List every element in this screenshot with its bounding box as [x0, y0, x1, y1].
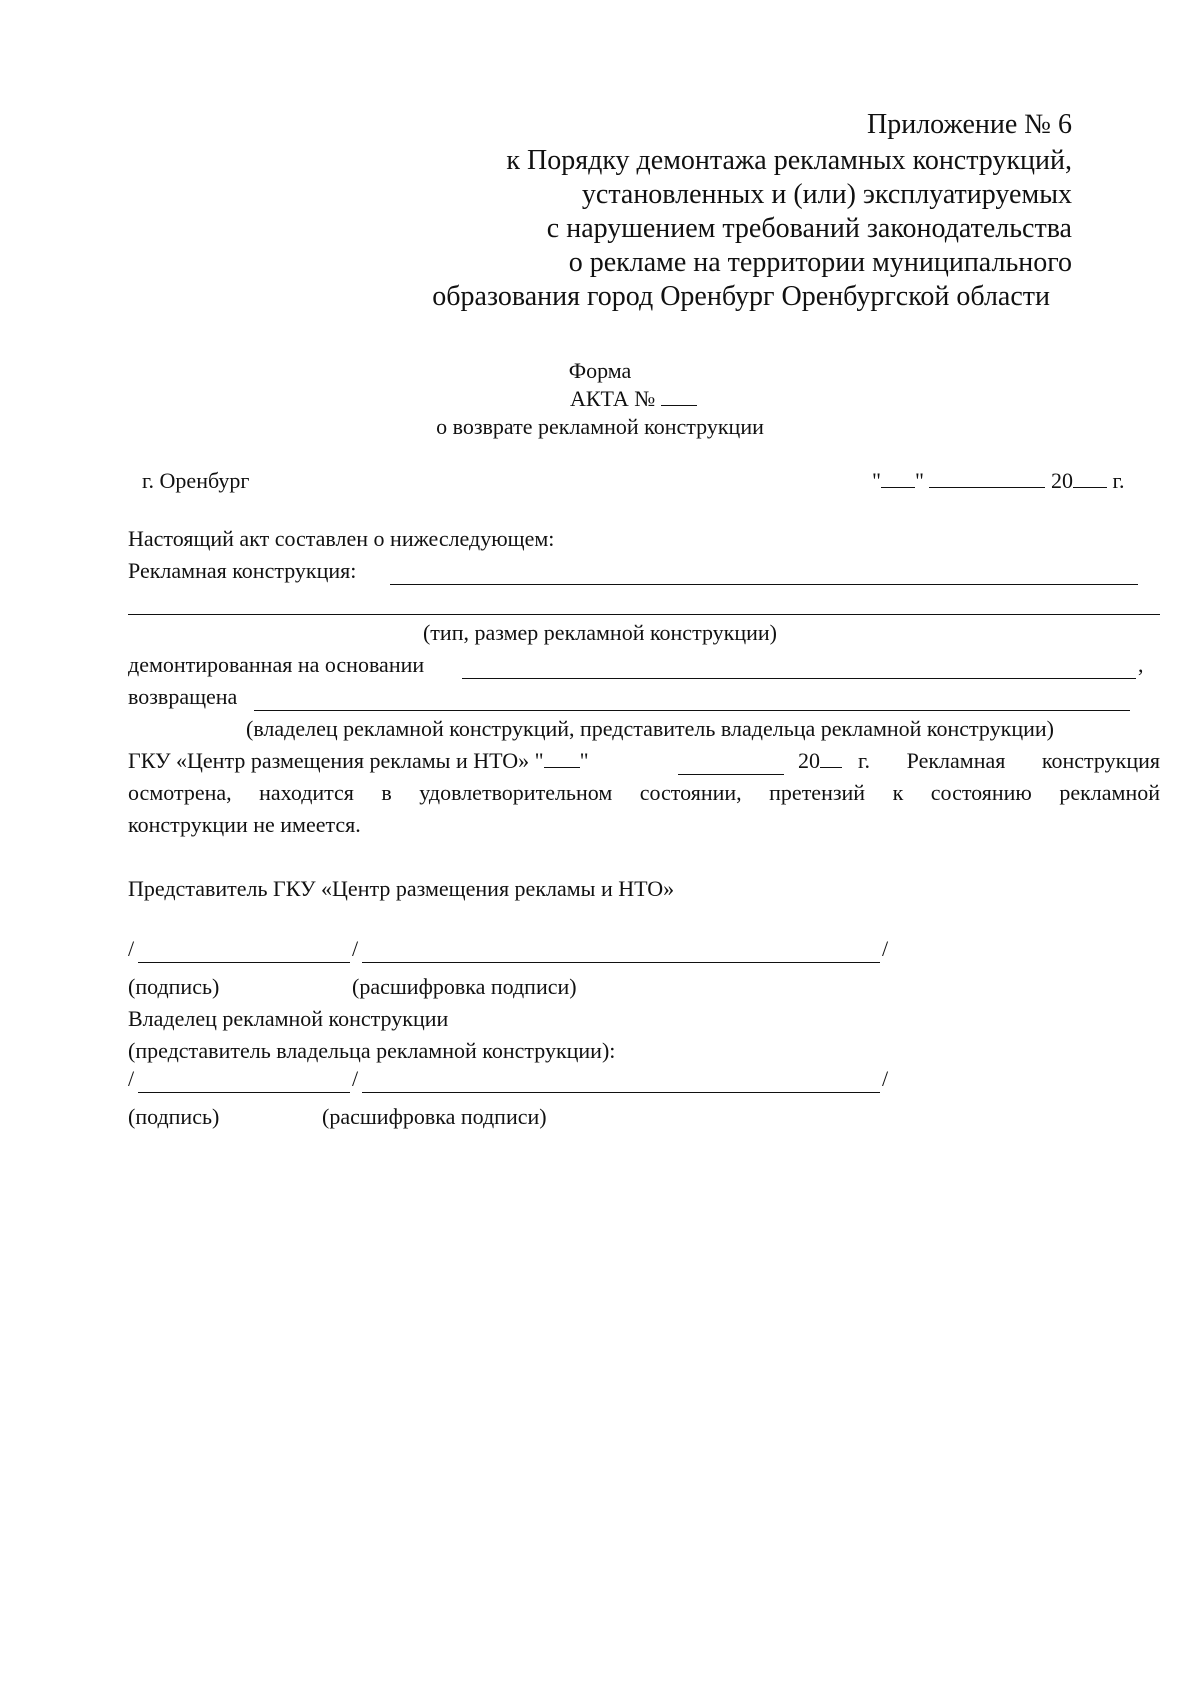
header-line-2: установленных и (или) эксплуатируемых: [581, 179, 1072, 210]
year-suffix: г.: [1112, 468, 1125, 493]
returned-label: возвращена: [128, 684, 238, 709]
construction-label: Рекламная конструкция:: [128, 558, 357, 583]
intro-text: Настоящий акт составлен о нижеследующем:: [128, 526, 555, 551]
sig1-slash-a: /: [128, 936, 135, 961]
gku-line: [128, 748, 589, 774]
act-number-label: АКТА №: [570, 386, 656, 411]
paragraph-line-2: [128, 780, 1160, 806]
act-title: [570, 386, 697, 412]
construction-hint: (тип, размер рекламной конструкции): [422, 620, 778, 645]
sig2-sign-hint: (подпись): [128, 1104, 220, 1129]
date-quote-open: ": [872, 468, 881, 493]
gku-month-blank: [678, 774, 784, 775]
paragraph-line-2-text: осмотрена, находится в удовлетворительном состоянии, претензий к состоянию рекламной: [128, 780, 1160, 805]
sig1-slash-c: /: [882, 936, 889, 961]
dismantled-comma: ,: [1138, 652, 1144, 677]
appendix-number: Приложение № 6: [867, 109, 1072, 140]
header-line-3: с нарушением требований законодательства: [546, 213, 1072, 244]
city: г. Оренбург: [142, 468, 250, 493]
owner-rep-label: (представитель владельца рекламной конструкции):: [128, 1038, 616, 1063]
sig2-decode-hint: (расшифровка подписи): [322, 1104, 547, 1129]
sig2-slash-b: /: [352, 1066, 359, 1091]
gku-text: ГКУ «Центр размещения рекламы и НТО» ": [128, 748, 544, 773]
gku-tail: [858, 748, 1160, 774]
sig1-sign-hint: (подпись): [128, 974, 220, 999]
paragraph-line-3: конструкции не имеется.: [128, 812, 361, 837]
sig1-decode-hint: (расшифровка подписи): [352, 974, 577, 999]
day-blank: [881, 469, 915, 488]
gku-year: [798, 748, 842, 774]
month-blank: [929, 469, 1045, 488]
sig2-slash-c: /: [882, 1066, 889, 1091]
header-line-4: о рекламе на территории муниципального: [568, 247, 1072, 278]
dismantled-label: демонтированная на основании: [128, 652, 425, 677]
dismantled-blank: [462, 678, 1136, 679]
sig2-signature-blank: [138, 1092, 350, 1093]
gku-year-prefix: 20: [798, 748, 820, 773]
year-prefix: 20: [1050, 468, 1073, 493]
gku-rep-label: Представитель ГКУ «Центр размещения рекламы и НТО»: [128, 876, 675, 901]
gku-tail-text: г. Рекламная конструкция: [858, 748, 1160, 773]
sig1-decode-blank: [362, 962, 880, 963]
year-blank: [1073, 469, 1107, 488]
act-number-blank: [661, 387, 697, 406]
sig2-decode-blank: [362, 1092, 880, 1093]
sig1-slash-b: /: [352, 936, 359, 961]
sig1-signature-blank: [138, 962, 350, 963]
gku-year-blank: [820, 749, 842, 768]
sig2-slash-a: /: [128, 1066, 135, 1091]
gku-quote-close: ": [579, 748, 589, 773]
construction-line: [128, 558, 356, 584]
owner-hint: (владелец рекламной конструкций, представитель владельца рекламной конструкции): [246, 716, 1054, 741]
act-subject: о возврате рекламной конструкции: [436, 414, 764, 439]
construction-blank-2: [128, 614, 1160, 615]
header-line-1: к Порядку демонтажа рекламных конструкций,: [506, 145, 1072, 176]
date-quote-close: ": [914, 468, 924, 493]
gku-day-blank: [544, 749, 580, 768]
date-line: [872, 468, 1125, 494]
construction-blank: [390, 584, 1138, 585]
returned-blank: [254, 710, 1130, 711]
header-line-5: образования город Оренбург Оренбургской области: [432, 281, 1050, 312]
form-label: Форма: [568, 358, 632, 383]
owner-label: Владелец рекламной конструкции: [128, 1006, 449, 1031]
